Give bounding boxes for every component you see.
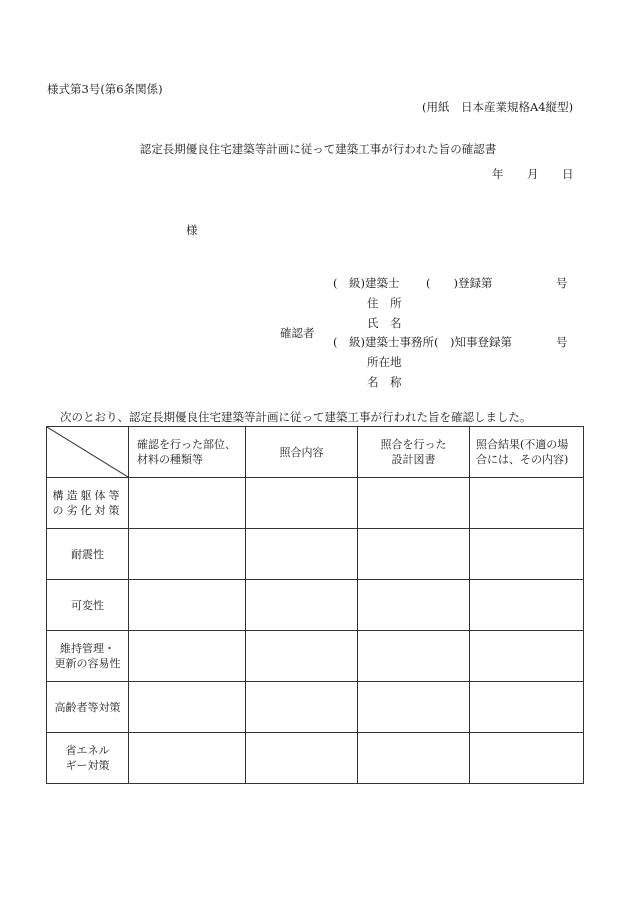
- architect-registration: ( )登録第: [426, 276, 493, 290]
- row-label: [47, 682, 129, 733]
- header-line: 照合内容: [279, 445, 324, 459]
- input-cell[interactable]: [470, 478, 584, 529]
- row-label-line: ギー対策: [65, 759, 110, 772]
- input-cell[interactable]: [129, 631, 246, 682]
- header-verification-result: [470, 427, 584, 478]
- row-label-line: 維持管理・: [60, 642, 115, 655]
- table-header-row: [47, 427, 584, 478]
- input-cell[interactable]: [129, 478, 246, 529]
- row-label-line: 耐震性: [71, 547, 104, 561]
- table-row: [47, 478, 584, 529]
- input-cell[interactable]: [358, 580, 470, 631]
- input-cell[interactable]: [246, 631, 358, 682]
- office-location-label: 所在地: [367, 355, 402, 369]
- name-label: 氏 名: [367, 316, 402, 330]
- row-label-line: 省エネル: [65, 744, 110, 757]
- architect-class: ( 級)建築士: [333, 276, 400, 290]
- input-cell[interactable]: [129, 580, 246, 631]
- input-cell[interactable]: [129, 529, 246, 580]
- header-verification-content: [246, 427, 358, 478]
- table-row: [47, 580, 584, 631]
- date-month: 月: [527, 167, 539, 181]
- header-line: 材料の種類等: [137, 453, 203, 466]
- date-day: 日: [562, 167, 574, 181]
- header-checked-part: [129, 427, 246, 478]
- office-name-label: 名 称: [367, 375, 402, 389]
- header-line: 照合結果(不適の場: [476, 438, 569, 451]
- input-cell[interactable]: [470, 733, 584, 784]
- input-cell[interactable]: [246, 733, 358, 784]
- table-row: [47, 631, 584, 682]
- diagonal-line: [47, 427, 128, 477]
- office-registration: ( 級)建築士事務所( )知事登録第: [333, 335, 512, 349]
- input-cell[interactable]: [246, 529, 358, 580]
- header-line: 確認を行った部位、: [137, 438, 236, 451]
- row-label-line: 可変性: [71, 598, 104, 612]
- form-number: 様式第3号(第6条関係): [47, 82, 163, 96]
- intro-text: 次のとおり、認定長期優良住宅建築等計画に従って建築工事が行われた旨を確認しました。: [60, 410, 532, 424]
- input-cell[interactable]: [358, 631, 470, 682]
- table-row: [47, 682, 584, 733]
- row-label: [47, 733, 129, 784]
- header-line: 照合を行った: [380, 438, 447, 451]
- header-design-documents: [358, 427, 470, 478]
- input-cell[interactable]: [246, 580, 358, 631]
- input-cell[interactable]: [129, 682, 246, 733]
- input-cell[interactable]: [129, 733, 246, 784]
- input-cell[interactable]: [470, 631, 584, 682]
- row-label-line: 構造躯体等: [52, 489, 123, 502]
- input-cell[interactable]: [246, 682, 358, 733]
- table-row: [47, 529, 584, 580]
- input-cell[interactable]: [470, 529, 584, 580]
- input-cell[interactable]: [470, 682, 584, 733]
- input-cell[interactable]: [358, 733, 470, 784]
- address-label: 住 所: [367, 296, 402, 310]
- header-line: 合には、その内容): [476, 453, 569, 466]
- header-line: 設計図書: [391, 453, 436, 466]
- input-cell[interactable]: [246, 478, 358, 529]
- row-label: [47, 478, 129, 529]
- row-label-line: 更新の容易性: [54, 657, 121, 670]
- date-year: 年: [492, 167, 504, 181]
- input-cell[interactable]: [358, 478, 470, 529]
- check-table: [46, 426, 584, 784]
- input-cell[interactable]: [358, 682, 470, 733]
- addressee-suffix: 様: [186, 223, 198, 237]
- document-title: 認定長期優良住宅建築等計画に従って建築工事が行われた旨の確認書: [139, 142, 497, 156]
- office-registration-suffix: 号: [556, 335, 568, 349]
- row-label: [47, 631, 129, 682]
- row-label-line: の劣化対策: [52, 504, 123, 517]
- architect-registration-suffix: 号: [556, 276, 568, 290]
- row-label-line: 高齢者等対策: [54, 700, 121, 714]
- row-label: [47, 580, 129, 631]
- confirmer-label: 確認者: [280, 326, 315, 340]
- paper-size-note: (用紙 日本産業規格A4縦型): [422, 100, 574, 114]
- table-row: [47, 733, 584, 784]
- row-label: [47, 529, 129, 580]
- input-cell[interactable]: [470, 580, 584, 631]
- diagonal-corner-cell: [47, 427, 129, 478]
- input-cell[interactable]: [358, 529, 470, 580]
